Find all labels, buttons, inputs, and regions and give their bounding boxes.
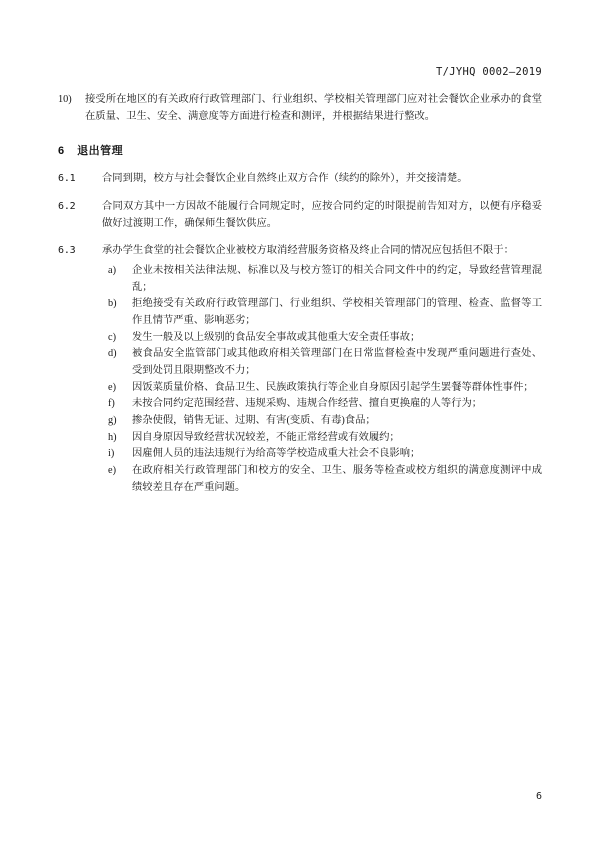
list-item-text: 被食品安全监管部门或其他政府相关管理部门在日常监督检查中发现严重问题进行查处、受到处罚且限期整改不力； xyxy=(132,348,542,377)
section-number: 6 xyxy=(58,145,65,158)
list-item xyxy=(102,330,542,347)
list-item-marker: e) xyxy=(108,465,116,477)
list-item-marker: d) xyxy=(108,348,117,360)
section-heading xyxy=(58,142,542,158)
list-item xyxy=(102,446,542,463)
list-item-marker: f) xyxy=(108,398,115,410)
page-header-standard-code: T/JYHQ 0002—2019 xyxy=(436,66,542,78)
clause-text: 合同到期，校方与社会餐饮企业自然终止双方合作（续约的除外），并交接清楚。 xyxy=(102,173,468,185)
list-item-text: 在政府相关行政管理部门和校方的安全、卫生、服务等检查或校方组织的满意度测评中成绩较差且存在严重问题。 xyxy=(132,465,542,493)
list-item xyxy=(102,396,542,413)
list-item xyxy=(102,263,542,296)
clause-6-3-sublist xyxy=(102,263,542,496)
clause-number: 6.1 xyxy=(58,173,76,185)
intro-list-marker: 10) xyxy=(58,94,72,105)
list-item-marker: c) xyxy=(108,331,116,343)
list-item-marker: i) xyxy=(108,448,115,460)
list-item-text: 因饭菜质量价格、食品卫生、民族政策执行等企业自身原因引起学生罢餐等群体性事件； xyxy=(132,381,534,393)
list-item-marker: b) xyxy=(108,298,117,310)
section-title: 退出管理 xyxy=(77,145,124,158)
list-item xyxy=(102,346,542,379)
list-item-text: 企业未按相关法律法规、标准以及与校方签订的相关合同文件中的约定，导致经营管理混乱； xyxy=(132,265,542,293)
list-item-text: 因雇佣人员的违法违规行为给高等学校造成重大社会不良影响； xyxy=(132,448,421,460)
list-item xyxy=(102,413,542,430)
clause-number: 6.3 xyxy=(58,245,76,257)
list-item-marker: g) xyxy=(108,415,117,427)
list-item-marker: h) xyxy=(108,431,117,443)
list-item-marker: a) xyxy=(108,265,116,277)
page-number: 6 xyxy=(535,791,542,802)
list-item-text: 拒绝接受有关政府行政管理部门、行业组织、学校相关管理部门的管理、检查、监督等工作且情节严重、影响恶劣； xyxy=(132,298,542,327)
list-item xyxy=(102,463,542,496)
list-item-text: 发生一般及以上级别的食品安全事故或其他重大安全责任事故； xyxy=(132,331,421,343)
clause-6-3 xyxy=(58,243,542,496)
clause-6-1 xyxy=(58,171,542,188)
list-item-text: 掺杂使假，销售无证、过期、有害(变质、有毒)食品； xyxy=(132,415,376,427)
list-item-text: 未按合同约定范围经营、违规采购、违规合作经营、擅自更换雇的人等行为； xyxy=(132,398,483,410)
clause-text: 承办学生食堂的社会餐饮企业被校方取消经营服务资格及终止合同的情况应包括但不限于： xyxy=(102,245,514,257)
clause-number: 6.2 xyxy=(58,201,76,213)
intro-list-text: 接受所在地区的有关政府行政管理部门、行业组织、学校相关管理部门应对社会餐饮企业承办的食堂在质量、卫生、安全、满意度等方面进行检查和测评，并根据结果进行整改。 xyxy=(85,94,542,122)
document-body xyxy=(58,92,542,507)
list-item xyxy=(102,430,542,447)
list-item xyxy=(102,296,542,329)
intro-list-item xyxy=(58,92,542,125)
list-item-marker: e) xyxy=(108,381,116,393)
clause-6-2 xyxy=(58,199,542,232)
list-item-text: 因自身原因导致经营状况较差，不能正常经营或有效履约； xyxy=(132,431,400,443)
list-item xyxy=(102,380,542,397)
clause-text: 合同双方其中一方因故不能履行合同规定时，应按合同约定的时限提前告知对方，以便有序稳妥做好过渡期工作，确保师生餐饮供应。 xyxy=(102,201,542,229)
